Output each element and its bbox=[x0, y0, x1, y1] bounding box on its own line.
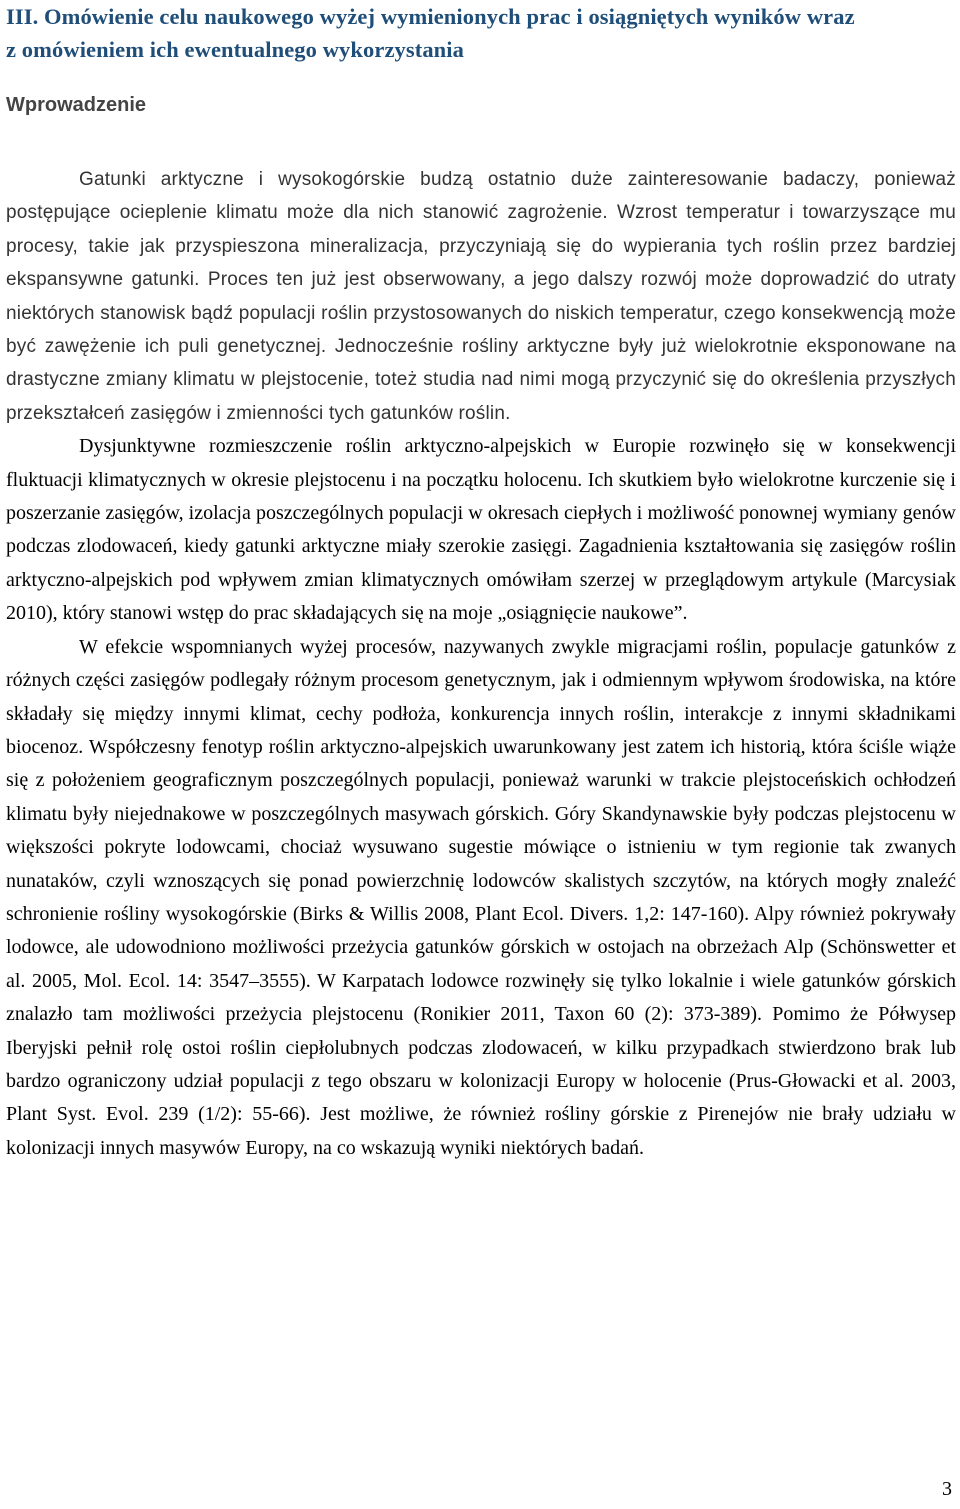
paragraph-3-part-c: Alpy również pokrywały lodowce, ale udowodniono możliwości przeżycia gatunków górskich w ostojach na obrzeżach Alp (Schönswetter et al. 2005, Mol. Ecol. 14: 3547–3555). W Karpatach lodowce rozwinęły się tylko lokalnie i wiele gatunków górskich znalazło tam możliwości przeżycia plejstocenu (Ronikier 2011, Taxon 60 (2): 373-389). bbox=[6, 902, 956, 1026]
paragraph-3 bbox=[6, 631, 956, 1166]
body-text bbox=[6, 163, 956, 1165]
paragraph-1-part-c: Proces ten już jest obserwowany, a jego dalszy rozwój może doprowadzić do utraty niektórych stanowisk bądź populacji roślin przystosowanych do niskich temperatur, czego konsekwencją może być zawężenie ich puli genetycznej. bbox=[6, 269, 957, 358]
intro-title: Wprowadzenie bbox=[6, 94, 147, 116]
paragraph-2-part-a: Dysjunktywne rozmieszczenie roślin arktyczno-alpejskich w Europie rozwinęło się w konsekwencji fluktuacji klimatycznych w okresie plejstocenu i na początku holocenu. Ich skutkiem było wielokrotne kurczenie się i poszerzanie zasięgów, izolacja poszczególnych populacji w okresach ciepłych i możliwość ponownej wymiany genów podczas zlodowaceń, kiedy gatunki arktyczne miały szerokie zasięgi. bbox=[6, 435, 956, 558]
section-heading-line-2: z omówieniem ich ewentualnego wykorzystania bbox=[6, 37, 465, 62]
paragraph-3-part-b: Współczesny fenotyp roślin arktyczno-alpejskich uwarunkowany jest zatem ich historią, która ściśle wiąże się z położeniem geograficznym poszczególnych populacji, ponieważ warunki w trakcie plejstoceńskich ochłodzeń klimatu były niejednakowe w poszczególnych masywach górskich. Góry Skandynawskie były podczas plejstocenu w większości pokryte lodowcami, chociaż wysuwano sugestie mówiące o istnieniu w tym regionie tak zwanych nunataków, czyli wznoszących się ponad powierzchnię lodowców skalistych szczytów, na których mogły znaleźć schronienie rośliny wysokogórskie (Birks & Willis 2008, Plant Ecol. Divers. 1,2: 147-160). bbox=[6, 735, 956, 925]
paragraph-1 bbox=[6, 163, 956, 430]
paragraph-1-part-d: Jednocześnie rośliny arktyczne były już wielokrotnie eksponowane na drastyczne zmiany klimatu w plejstocenie, toteż studia nad nimi mogą przyczynić się do określenia przyszłych przekształceń zasięgów i zmienności tych gatunków roślin. bbox=[6, 336, 956, 424]
paragraph-1-part-b: Wzrost temperatur i towarzyszące mu procesy, takie jak przyspieszona mineralizacja, przyczyniają się do wypierania tych roślin przez bardziej ekspansywne gatunki. bbox=[6, 202, 956, 291]
section-heading-line-1: III. Omówienie celu naukowego wyżej wymienionych prac i osiągniętych wyników wraz bbox=[6, 4, 855, 29]
paragraph-2-part-b: Zagadnienia kształtowania się zasięgów roślin arktyczno-alpejskich pod wpływem zmian klimatycznych omówiłam szerzej w przeglądowym artykule (Marcysiak 2010), który stanowi wstęp do prac składających się na moje „osiągnięcie naukowe”. bbox=[6, 535, 956, 625]
document-page bbox=[6, 0, 957, 1159]
paragraph-1-part-a: Gatunki arktyczne i wysokogórskie budzą ostatnio duże zainteresowanie badaczy, ponieważ postępujące ocieplenie klimatu może dla nich stanowić zagrożenie. bbox=[6, 169, 956, 224]
paragraph-2 bbox=[6, 430, 956, 630]
intro-section bbox=[6, 94, 146, 117]
paragraph-3-part-d: Pomimo że Półwysep Iberyjski pełnił rolę ostoi roślin ciepłolubnych podczas zlodowaceń, w kilku przypadkach stwierdzono brak lub bardzo ograniczony udział populacji z tego obszaru w kolonizacji Europy w holocenie (Prus-Głowacki et al. 2003, Plant Syst. Evol. 239 (1/2): 55-66). bbox=[6, 1003, 956, 1126]
paragraph-3-part-e: Jest możliwe, że również rośliny górskie z Pirenejów nie brały udziału w kolonizacji innych masywów Europy, na co wskazują wyniki niektórych badań. bbox=[6, 1103, 957, 1159]
page-number: 3 bbox=[942, 1478, 952, 1500]
section-heading bbox=[6, 0, 956, 66]
paragraph-3-part-a: W efekcie wspomnianych wyżej procesów, nazywanych zwykle migracjami roślin, populacje gatunków z różnych części zasięgów podlegały różnym procesom genetycznym, jak i odmiennym wpływom środowiska, na które składały się między innymi klimat, cechy podłoża, konkurencja innych roślin, interakcje z innymi składnikami biocenoz. bbox=[6, 635, 956, 758]
